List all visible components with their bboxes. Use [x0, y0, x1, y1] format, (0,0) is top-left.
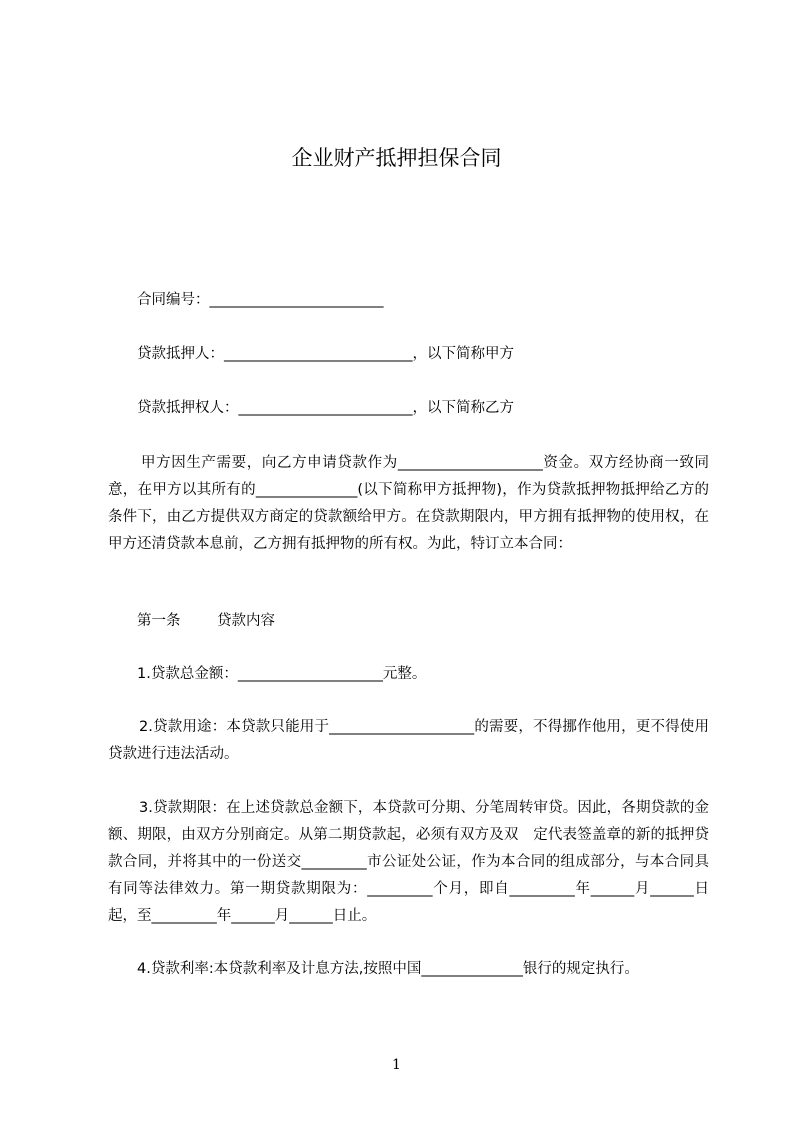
article-1-heading	[137, 611, 275, 631]
intro-paragraph: 甲方因生产需要，向乙方申请贷款作为____________________资金。双方经协商一致同意，在甲方以其所有的______________(以下简称甲方抵押物)，作为贷款抵押物抵押给乙方的条件下，由乙方提供双方商定的贷款额给甲方。在贷款期限内，甲方拥有抵押物的使用权，在甲方还清贷款本息前，乙方拥有抵押物的所有权。为此，特订立本合同：	[108, 455, 709, 552]
clause-4: 4.贷款利率:本贷款利率及计息方法,按照中国______________银行的规定执行。	[137, 961, 639, 977]
clause-1: 1.贷款总金额：____________________元整。	[137, 666, 427, 682]
clause-2: 2.贷款用途：本贷款只能用于____________________的需要，不得挪作他用，更不得使用贷款进行违法活动。	[108, 719, 709, 762]
document-title: 企业财产抵押担保合同	[291, 146, 502, 170]
clause-3: 3.贷款期限：在上述贷款总金额下，本贷款可分期、分笔周转审贷。因此，各期贷款的金额、期限，由双方分别商定。从第二期贷款起，必须有双方及双 定代表签盖章的新的抵押贷款合同，并将其中的一份送交_________市公证处公证，作为本合同的组成部分，与本合同具有同等法律效力。第一期贷款期限为：_________个月，即自_________年______月______日起，至_________年______月______日止。	[108, 800, 709, 924]
contract-number-field: 合同编号：________________________	[137, 292, 384, 308]
article-1-title: 贷款内容	[217, 613, 275, 629]
mortgagee-field: 贷款抵押权人：________________________，以下简称乙方	[137, 400, 514, 416]
mortgagor-field: 贷款抵押人：__________________________，以下简称甲方	[137, 346, 514, 362]
article-1-number: 第一条	[137, 613, 181, 629]
page-number: 1	[392, 1057, 401, 1073]
